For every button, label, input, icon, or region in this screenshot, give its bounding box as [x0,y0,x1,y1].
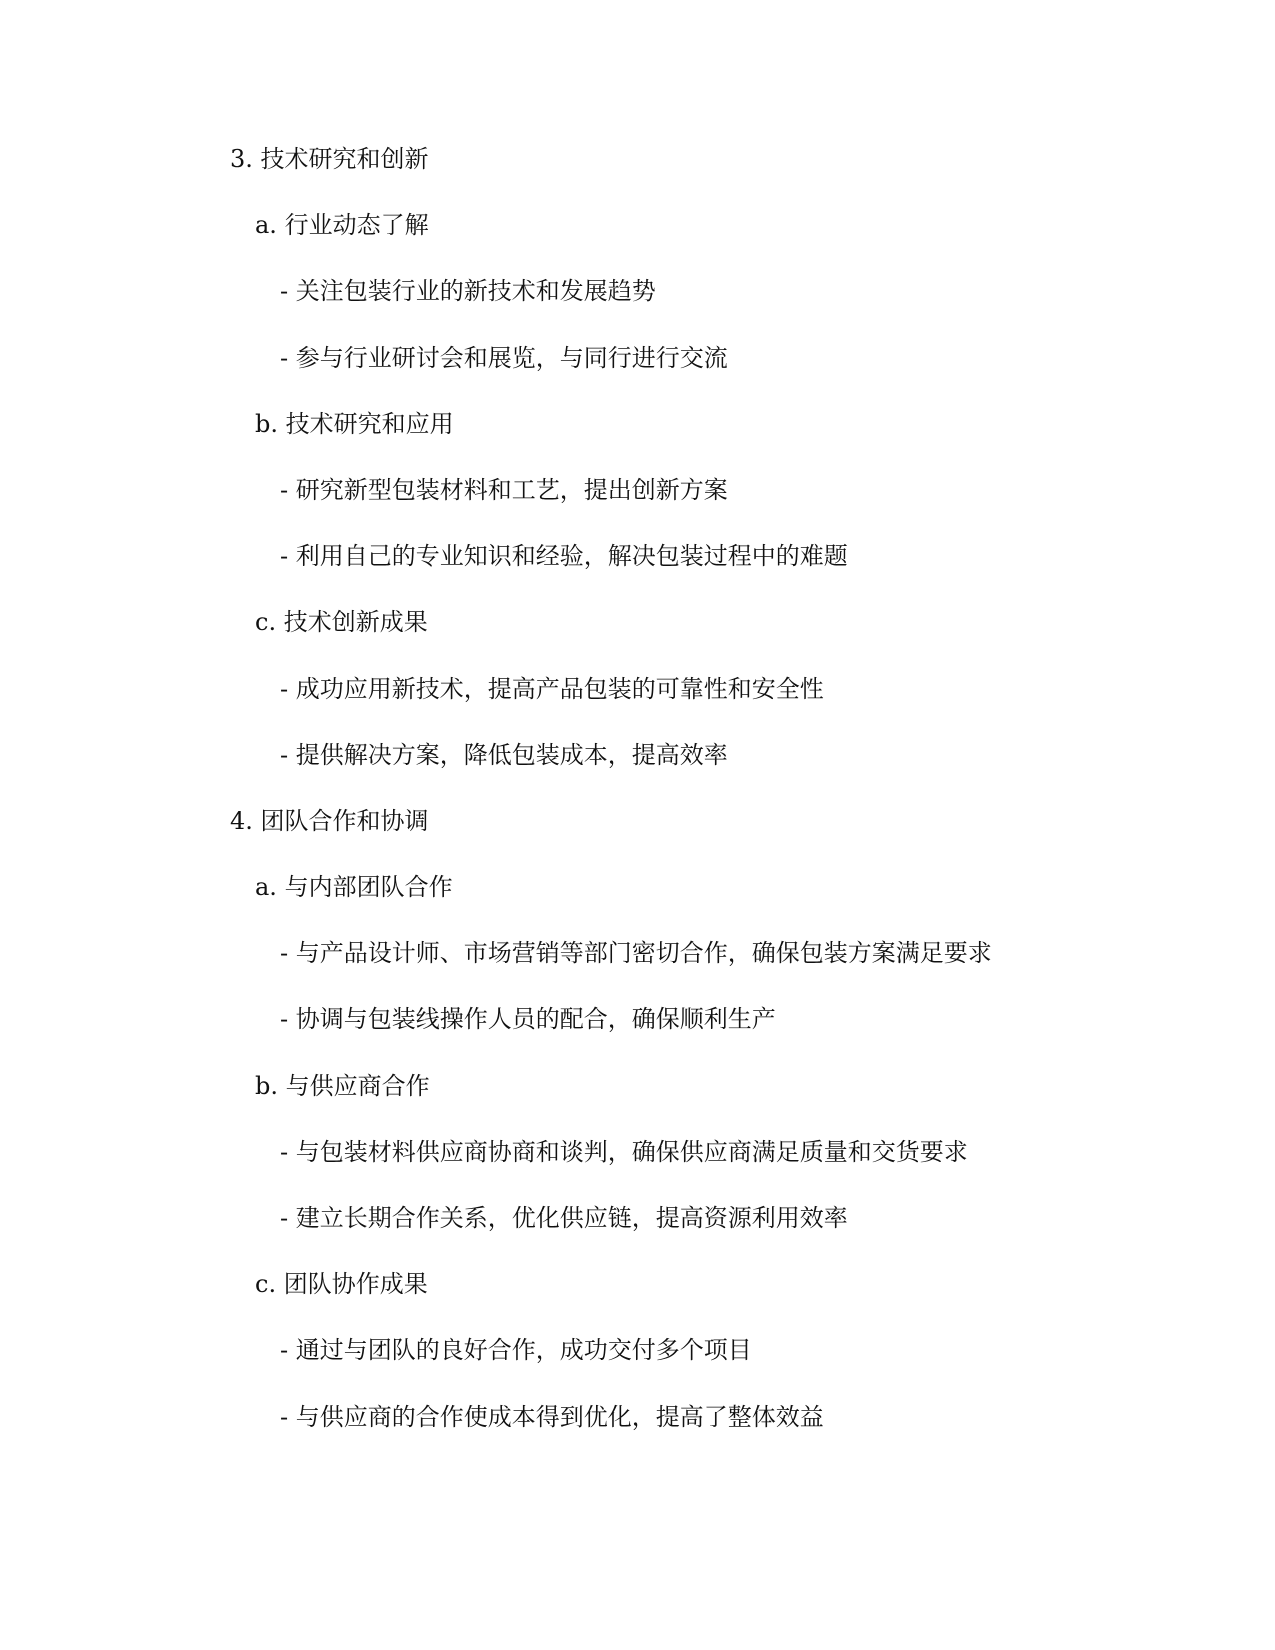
bullet-item: - 与供应商的合作使成本得到优化，提高了整体效益 [280,1402,824,1431]
subsection-heading: a. 行业动态了解 [255,211,429,240]
subsection-heading: b. 技术研究和应用 [255,409,454,438]
document-body [0,143,1275,1467]
subsection-heading: c. 技术创新成果 [255,608,428,637]
bullet-item: - 与包装材料供应商协商和谈判，确保供应商满足质量和交货要求 [280,1137,968,1166]
bullet-item: - 协调与包装线操作人员的配合，确保顺利生产 [280,1005,776,1034]
subsection-heading: c. 团队协作成果 [255,1270,428,1299]
bullet-item: - 研究新型包装材料和工艺，提出创新方案 [280,475,728,504]
section-heading: 3. 技术研究和创新 [230,145,429,173]
bullet-item: - 成功应用新技术，提高产品包装的可靠性和安全性 [280,674,824,703]
bullet-item: - 参与行业研讨会和展览，与同行进行交流 [280,343,728,372]
subsection-heading: b. 与供应商合作 [255,1071,430,1100]
bullet-item: - 与产品设计师、市场营销等部门密切合作，确保包装方案满足要求 [280,939,992,968]
bullet-item: - 通过与团队的良好合作，成功交付多个项目 [280,1336,752,1365]
section-heading: 4. 团队合作和协调 [230,806,429,835]
bullet-item: - 关注包装行业的新技术和发展趋势 [280,277,656,306]
bullet-item: - 提供解决方案，降低包装成本，提高效率 [280,740,728,769]
bullet-item: - 建立长期合作关系，优化供应链，提高资源利用效率 [280,1204,848,1232]
subsection-heading: a. 与内部团队合作 [255,873,453,902]
bullet-item: - 利用自己的专业知识和经验，解决包装过程中的难题 [280,542,848,571]
